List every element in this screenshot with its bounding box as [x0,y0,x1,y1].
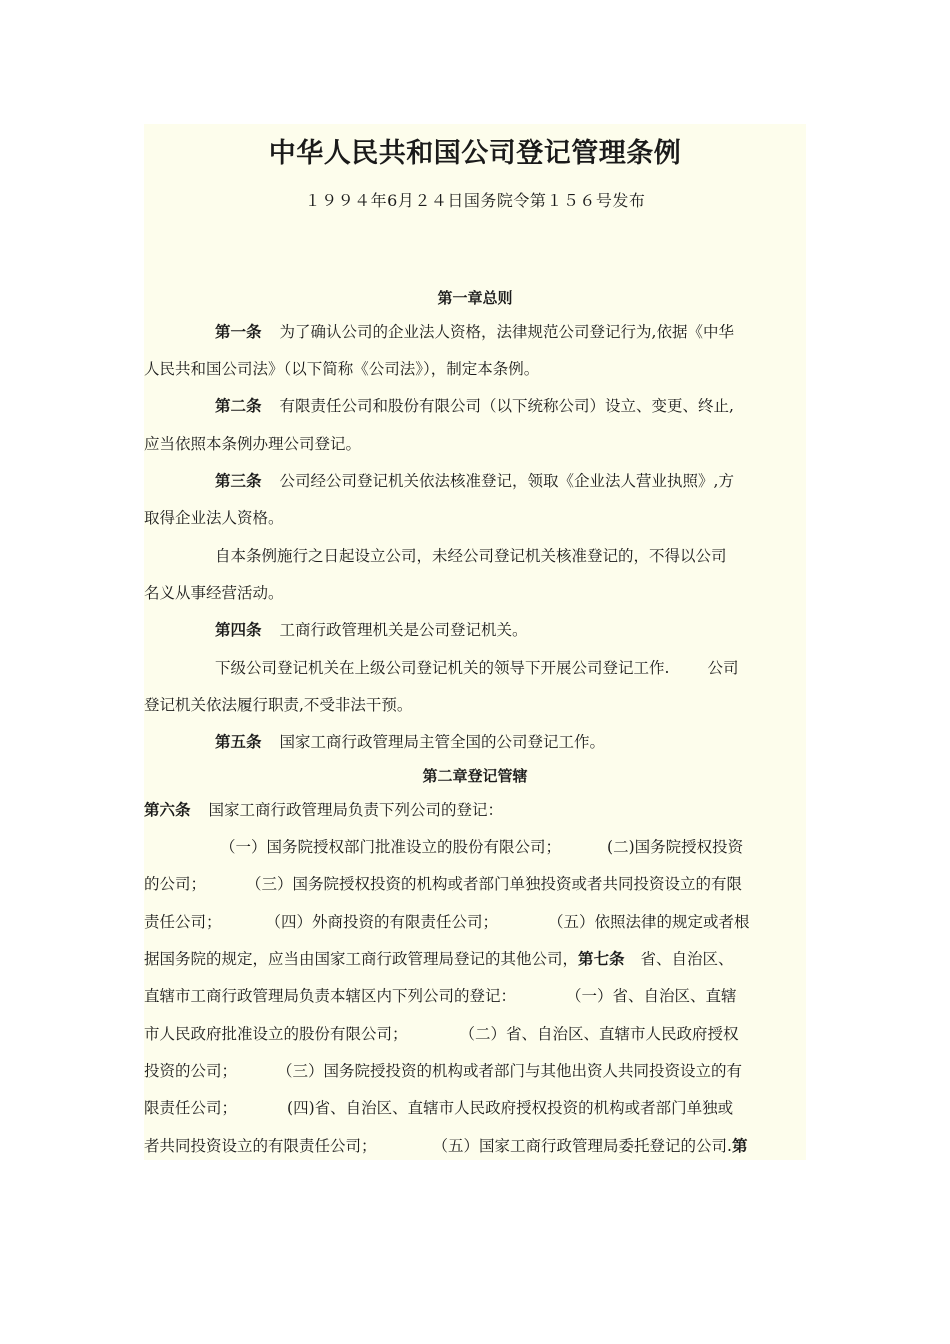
article-3-para-2-line-1: 自本条例施行之日起设立公司，未经公司登记机关核准登记的，不得以公司 [215,547,727,565]
article-7-line-3 [144,1024,806,1044]
article-3-text: 公司经公司登记机关依法核准登记，领取《企业法人营业执照》,方 [279,472,734,490]
document-title: 中华人民共和国公司登记管理条例 [268,138,682,169]
article-6-item-2-end: 的公司； [144,875,207,893]
article-6-item-4: （四）外商投资的有限责任公司； [265,913,499,931]
article-7-item-1-end: 市人民政府批准设立的股份有限公司； [144,1025,408,1043]
article-7-item-4-start: (四)省、自治区、直辖市人民政府授权投资的机构或者部门单独或 [287,1099,734,1117]
article-8-label-start: 第 [731,1136,748,1155]
article-6-item-5-start: （五）依照法律的规定或者根 [548,913,750,931]
article-2-text: 有限责任公司和股份有限公司（以下统称公司）设立、变更、终止, [279,397,734,415]
document-subtitle: １９９４年6月２４日国务院令第１５６号发布 [304,191,646,210]
article-3-para-2-line-2: 名义从事经营活动。 [144,584,284,602]
article-4-para-2-text-b: 公司 [707,659,739,677]
article-6-item-2-start: (二)国务院授权投资 [607,838,744,856]
article-5-text: 国家工商行政管理局主管全国的公司登记工作。 [279,733,606,751]
article-7-item-3-start: （三）国务院授投资的机构或者部门与其他出资人共同投资设立的有 [277,1062,743,1080]
article-2-line-2: 应当依照本条例办理公司登记。 [144,435,362,453]
article-4-para-2-line-2: 登记机关依法履行职责,不受非法干预。 [144,696,413,714]
article-6-label: 第六条 [144,800,191,819]
article-3-label: 第三条 [215,471,262,490]
article-7-item-2-end: 投资的公司； [144,1062,238,1080]
article-4-para-2-line-1 [144,658,806,678]
article-6-item-5-end: 据国务院的规定，应当由国家工商行政管理局登记的其他公司， [144,950,579,968]
article-6-text: 国家工商行政管理局负责下列公司的登记： [208,801,504,819]
article-4-label: 第四条 [215,620,262,639]
article-6-item-3-end: 责任公司； [144,913,222,931]
article-6-line-5 [144,949,806,969]
article-7-label: 第七条 [578,949,625,968]
article-7-item-5: （五）国家工商行政管理局委托登记的公司. [432,1137,732,1155]
article-1-line-2: 人民共和国公司法》（以下简称《公司法》），制定本条例。 [144,360,540,378]
article-6-item-3-start: （三）国务院授权投资的机构或者部门单独投资或者共同投资设立的有限 [246,875,743,893]
article-7-item-3-end: 限责任公司； [144,1099,238,1117]
article-1-text: 为了确认公司的企业法人资格，法律规范公司登记行为,依据《中华 [279,323,734,341]
article-6-line-3 [144,874,806,894]
article-7-line-5 [144,1098,806,1118]
article-4-text: 工商行政管理机关是公司登记机关。 [279,621,528,639]
article-7-line-2 [144,986,806,1006]
article-7-line-6 [144,1136,806,1156]
article-5-line-1 [144,732,806,752]
article-6-line-4 [144,912,806,932]
article-6-line-2 [144,837,806,857]
article-7-item-4-end: 者共同投资设立的有限责任公司； [144,1137,377,1155]
article-6-line-1 [144,800,806,820]
chapter-heading-2: 第二章登记管辖 [422,767,528,785]
article-4-para-2-text-a: 下级公司登记机关在上级公司登记机关的领导下开展公司登记工作. [215,659,670,677]
article-7-item-2-start: （二）省、自治区、直辖市人民政府授权 [459,1025,739,1043]
article-1-label: 第一条 [215,322,262,341]
article-3-line-1 [144,471,806,491]
article-7-text-start: 省、自治区、 [640,950,734,968]
document-page [144,124,806,1160]
article-7-text: 直辖市工商行政管理局负责本辖区内下列公司的登记： [144,987,517,1005]
article-3-line-2: 取得企业法人资格。 [144,509,284,527]
article-7-item-1-start: （一）省、自治区、直辖 [566,987,737,1005]
article-1-line-1 [144,322,806,342]
article-4-line-1 [144,620,806,640]
article-7-line-4 [144,1061,806,1081]
article-2-label: 第二条 [215,396,262,415]
article-2-line-1 [144,396,806,416]
article-6-item-1: （一）国务院授权部门批准设立的股份有限公司； [220,838,562,856]
article-5-label: 第五条 [215,732,262,751]
chapter-heading-1: 第一章总则 [437,289,513,307]
